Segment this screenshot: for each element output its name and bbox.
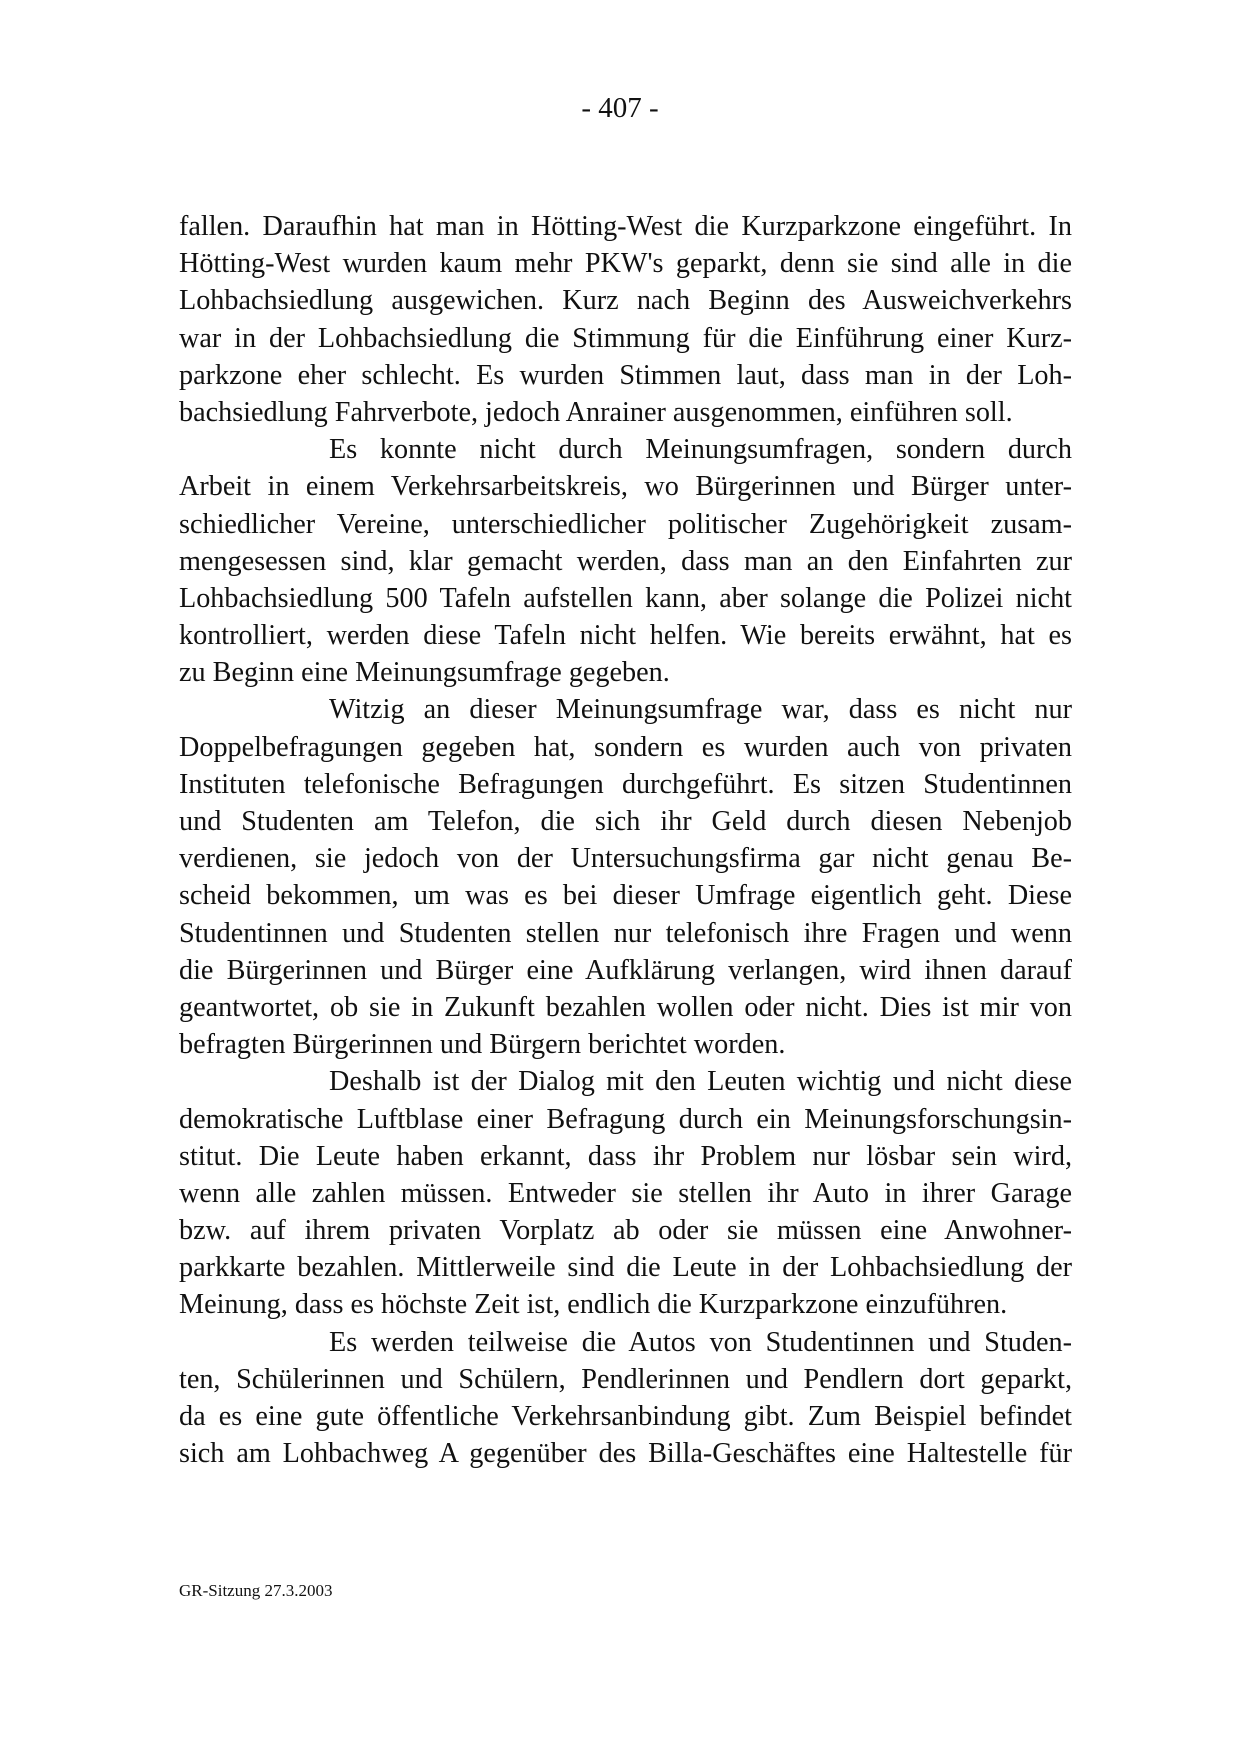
text-line: war in der Lohbachsiedlung die Stimmung für die Einführung einer Kurz-	[179, 322, 1072, 354]
text-line: Hötting-West wurden kaum mehr PKW's geparkt, denn sie sind alle in die	[179, 248, 1072, 280]
text-line: Doppelbefragungen gegeben hat, sondern es wurden auch von privaten	[179, 731, 1072, 763]
body-text	[179, 208, 1072, 1472]
page-number: - 407 -	[581, 92, 659, 124]
text-line: scheid bekommen, um was es bei dieser Umfrage eigentlich geht. Diese	[179, 880, 1072, 912]
text-line: befragten Bürgerinnen und Bürgern berichtet worden.	[179, 1029, 786, 1061]
text-line: mengesessen sind, klar gemacht werden, dass man an den Einfahrten zur	[179, 545, 1072, 577]
text-line: Instituten telefonische Befragungen durchgeführt. Es sitzen Studentinnen	[179, 768, 1072, 800]
text-line: die Bürgerinnen und Bürger eine Aufklärung verlangen, wird ihnen darauf	[179, 954, 1072, 986]
text-line: geantwortet, ob sie in Zukunft bezahlen wollen oder nicht. Dies ist mir von	[179, 991, 1072, 1023]
text-line: parkzone eher schlecht. Es wurden Stimmen laut, dass man in der Loh-	[179, 359, 1072, 391]
text-line: Lohbachsiedlung ausgewichen. Kurz nach Beginn des Ausweichverkehrs	[179, 285, 1072, 317]
text-line: parkkarte bezahlen. Mittlerweile sind die Leute in der Lohbachsiedlung der	[179, 1252, 1072, 1284]
text-line: bzw. auf ihrem privaten Vorplatz ab oder sie müssen eine Anwohner-	[179, 1215, 1072, 1247]
text-line: Es werden teilweise die Autos von Studentinnen und Studen-	[329, 1326, 1072, 1358]
text-line: bachsiedlung Fahrverbote, jedoch Anrainer ausgenommen, einführen soll.	[179, 396, 1013, 428]
paragraph	[179, 1063, 1072, 1323]
text-line: und Studenten am Telefon, die sich ihr Geld durch diesen Nebenjob	[179, 806, 1072, 837]
text-line: Witzig an dieser Meinungsumfrage war, dass es nicht nur	[329, 694, 1072, 726]
text-line: wenn alle zahlen müssen. Entweder sie stellen ihr Auto in ihrer Garage	[179, 1177, 1072, 1209]
text-line: demokratische Luftblase einer Befragung durch ein Meinungsforschungsin-	[179, 1103, 1072, 1135]
text-line: sich am Lohbachweg A gegenüber des Billa-Geschäftes eine Haltestelle für	[179, 1438, 1072, 1470]
text-line: schiedlicher Vereine, unterschiedlicher politischer Zugehörigkeit zusam-	[179, 508, 1072, 540]
text-line: da es eine gute öffentliche Verkehrsanbindung gibt. Zum Beispiel befindet	[179, 1401, 1072, 1432]
footer-session-date: GR-Sitzung 27.3.2003	[179, 1581, 333, 1600]
paragraph	[179, 1324, 1072, 1473]
text-line: kontrolliert, werden diese Tafeln nicht helfen. Wie bereits erwähnt, hat es	[179, 620, 1072, 652]
paragraph	[179, 431, 1072, 691]
text-line: verdienen, sie jedoch von der Untersuchungsfirma gar nicht genau Be-	[179, 843, 1072, 875]
text-line: stitut. Die Leute haben erkannt, dass ihr Problem nur lösbar sein wird,	[179, 1140, 1072, 1172]
text-line: Es konnte nicht durch Meinungsumfragen, sondern durch	[329, 434, 1072, 466]
text-line: Lohbachsiedlung 500 Tafeln aufstellen kann, aber solange die Polizei nicht	[179, 582, 1072, 614]
text-line: Arbeit in einem Verkehrsarbeitskreis, wo Bürgerinnen und Bürger unter-	[179, 471, 1072, 503]
text-line: ten, Schülerinnen und Schülern, Pendlerinnen und Pendlern dort geparkt,	[179, 1363, 1072, 1395]
text-line: Meinung, dass es höchste Zeit ist, endlich die Kurzparkzone einzuführen.	[179, 1289, 1008, 1321]
paragraph	[179, 691, 1072, 1063]
text-line: fallen. Daraufhin hat man in Hötting-West die Kurzparkzone eingeführt. In	[179, 211, 1072, 242]
text-line: Studentinnen und Studenten stellen nur telefonisch ihre Fragen und wenn	[179, 917, 1072, 949]
paragraph	[179, 208, 1072, 431]
text-line: Deshalb ist der Dialog mit den Leuten wichtig und nicht diese	[329, 1066, 1072, 1098]
text-line: zu Beginn eine Meinungsumfrage gegeben.	[179, 657, 670, 689]
